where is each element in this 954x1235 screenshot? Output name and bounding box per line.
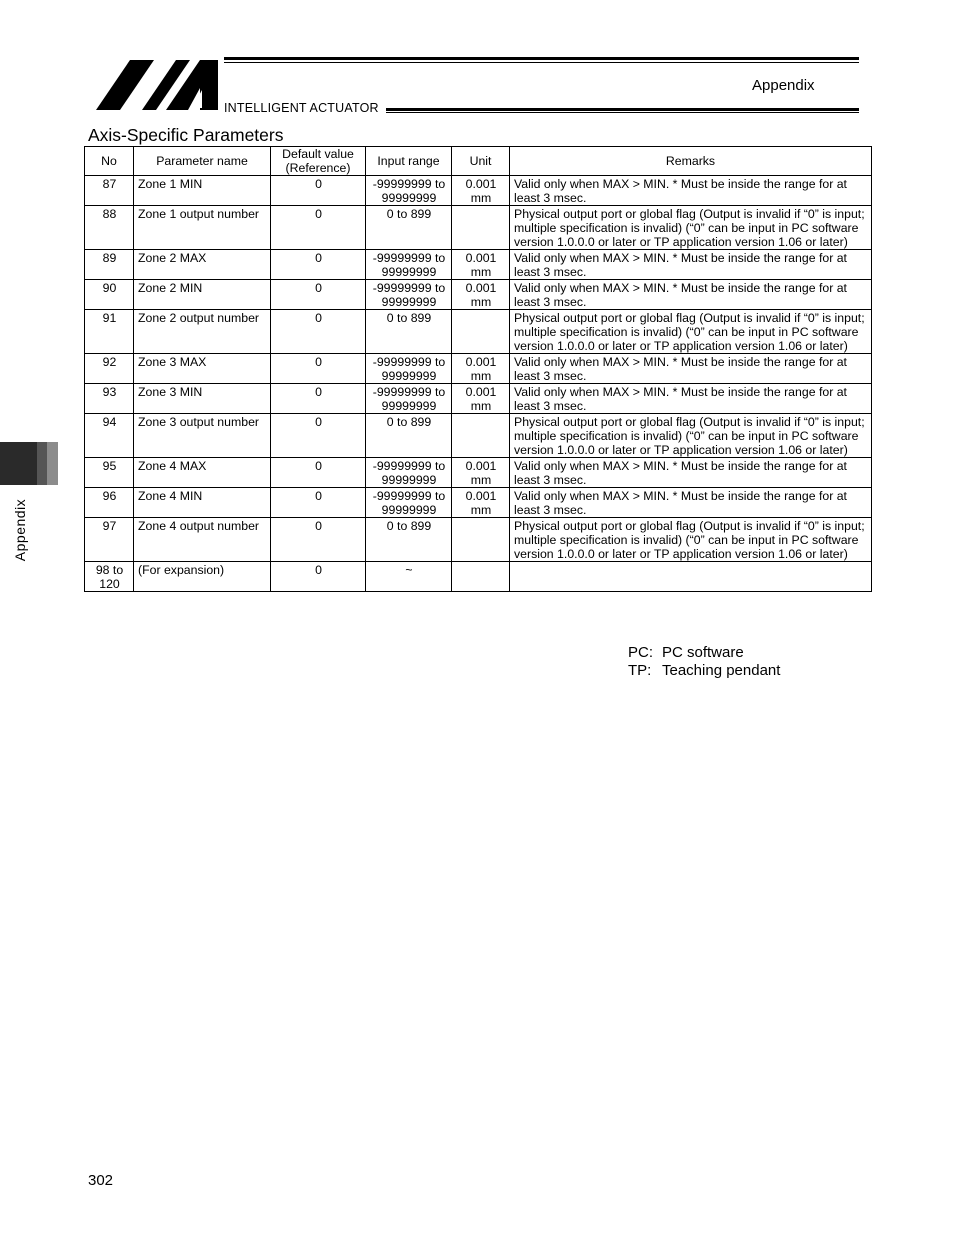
table-row (85, 354, 872, 384)
input-range-cell: -99999999 to 99999999 (366, 280, 452, 310)
column-header-remarks: Remarks (510, 147, 872, 176)
remarks-cell (510, 562, 872, 592)
header-rule-top-thin (224, 62, 859, 63)
legend-value: PC software (662, 644, 744, 661)
table-row (85, 384, 872, 414)
section-name: Appendix (752, 77, 815, 94)
column-header-parameter-name: Parameter name (134, 147, 271, 176)
param-no-cell: 95 (85, 458, 134, 488)
legend-key: PC: (628, 644, 654, 661)
column-header-input-range: Input range (366, 147, 452, 176)
param-no-cell: 92 (85, 354, 134, 384)
param-no-cell: 91 (85, 310, 134, 354)
param-no-cell: 93 (85, 384, 134, 414)
table-row (85, 518, 872, 562)
company-name: INTELLIGENT ACTUATOR (224, 101, 379, 115)
param-no-cell: 88 (85, 206, 134, 250)
unit-cell (452, 206, 510, 250)
default-value-cell: 0 (271, 176, 366, 206)
unit-cell (452, 414, 510, 458)
unit-cell: 0.001 mm (452, 280, 510, 310)
page-number: 302 (88, 1172, 114, 1189)
side-tab-block (0, 442, 37, 485)
column-header-unit: Unit (452, 147, 510, 176)
unit-cell: 0.001 mm (452, 354, 510, 384)
remarks-cell: Valid only when MAX > MIN. * Must be inside the range for at least 3 msec. (510, 458, 872, 488)
side-tab-block (37, 442, 47, 485)
table-row (85, 206, 872, 250)
param-no-cell: 97 (85, 518, 134, 562)
remarks-cell: Valid only when MAX > MIN. * Must be inside the range for at least 3 msec. (510, 384, 872, 414)
input-range-cell: -99999999 to 99999999 (366, 176, 452, 206)
remarks-cell: Valid only when MAX > MIN. * Must be inside the range for at least 3 msec. (510, 250, 872, 280)
default-value-cell: 0 (271, 414, 366, 458)
param-name-cell: Zone 1 MIN (134, 176, 271, 206)
table-row (85, 250, 872, 280)
column-header-no: No (85, 147, 134, 176)
param-name-cell: Zone 3 MIN (134, 384, 271, 414)
remarks-cell: Valid only when MAX > MIN. * Must be inside the range for at least 3 msec. (510, 280, 872, 310)
table-row (85, 310, 872, 354)
param-no-cell: 89 (85, 250, 134, 280)
default-value-cell: 0 (271, 206, 366, 250)
legend-tp (628, 662, 780, 679)
remarks-cell: Physical output port or global flag (Output is invalid if “0” is input; multiple specification is invalid) (“0” can be input in PC software version 1.0.0.0 or later or TP application version 1.06 or later) (510, 414, 872, 458)
default-value-cell: 0 (271, 354, 366, 384)
table-row (85, 488, 872, 518)
input-range-cell: -99999999 to 99999999 (366, 250, 452, 280)
remarks-cell: Physical output port or global flag (Output is invalid if “0” is input; multiple specification is invalid) (“0” can be input in PC software version 1.0.0.0 or later or TP application version 1.06 or later) (510, 518, 872, 562)
remarks-cell: Valid only when MAX > MIN. * Must be inside the range for at least 3 msec. (510, 176, 872, 206)
unit-cell (452, 562, 510, 592)
default-value-cell: 0 (271, 458, 366, 488)
unit-cell: 0.001 mm (452, 176, 510, 206)
unit-cell: 0.001 mm (452, 458, 510, 488)
remarks-cell: Physical output port or global flag (Output is invalid if “0” is input; multiple specification is invalid) (“0” can be input in PC software version 1.0.0.0 or later or TP application version 1.06 or later) (510, 310, 872, 354)
input-range-cell: ~ (366, 562, 452, 592)
default-value-cell: 0 (271, 518, 366, 562)
input-range-cell: 0 to 899 (366, 310, 452, 354)
parameter-table (84, 146, 872, 592)
unit-cell (452, 310, 510, 354)
side-tab-block (47, 442, 58, 485)
table-row (85, 176, 872, 206)
param-name-cell: Zone 2 MIN (134, 280, 271, 310)
unit-cell: 0.001 mm (452, 488, 510, 518)
remarks-cell: Physical output port or global flag (Output is invalid if “0” is input; multiple specification is invalid) (“0” can be input in PC software version 1.0.0.0 or later or TP application version 1.06 or later) (510, 206, 872, 250)
default-value-cell: 0 (271, 250, 366, 280)
default-value-cell: 0 (271, 280, 366, 310)
param-name-cell: Zone 2 output number (134, 310, 271, 354)
input-range-cell: -99999999 to 99999999 (366, 384, 452, 414)
input-range-cell: -99999999 to 99999999 (366, 458, 452, 488)
default-value-cell: 0 (271, 384, 366, 414)
header-rule-top (224, 57, 859, 60)
param-name-cell: (For expansion) (134, 562, 271, 592)
legend-value: Teaching pendant (662, 662, 781, 679)
input-range-cell: 0 to 899 (366, 414, 452, 458)
table-row (85, 280, 872, 310)
table-header-row (85, 147, 872, 176)
input-range-cell: -99999999 to 99999999 (366, 354, 452, 384)
param-no-cell: 90 (85, 280, 134, 310)
param-name-cell: Zone 3 MAX (134, 354, 271, 384)
param-name-cell: Zone 3 output number (134, 414, 271, 458)
table-row (85, 458, 872, 488)
param-name-cell: Zone 2 MAX (134, 250, 271, 280)
legend-pc (628, 644, 744, 661)
remarks-cell: Valid only when MAX > MIN. * Must be inside the range for at least 3 msec. (510, 354, 872, 384)
param-name-cell: Zone 4 MAX (134, 458, 271, 488)
side-tab-label: Appendix (12, 498, 28, 562)
unit-cell: 0.001 mm (452, 384, 510, 414)
input-range-cell: 0 to 899 (366, 518, 452, 562)
input-range-cell: -99999999 to 99999999 (366, 488, 452, 518)
default-value-cell: 0 (271, 488, 366, 518)
table-row (85, 414, 872, 458)
param-no-cell: 96 (85, 488, 134, 518)
param-name-cell: Zone 4 output number (134, 518, 271, 562)
param-no-cell: 98 to 120 (85, 562, 134, 592)
remarks-cell: Valid only when MAX > MIN. * Must be inside the range for at least 3 msec. (510, 488, 872, 518)
iai-logo (96, 58, 220, 110)
input-range-cell: 0 to 899 (366, 206, 452, 250)
unit-cell: 0.001 mm (452, 250, 510, 280)
legend-key: TP: (628, 662, 652, 679)
param-no-cell: 94 (85, 414, 134, 458)
default-value-cell: 0 (271, 310, 366, 354)
page-title: Axis-Specific Parameters (88, 125, 284, 145)
param-name-cell: Zone 4 MIN (134, 488, 271, 518)
param-no-cell: 87 (85, 176, 134, 206)
header-rule-bottom-thin (386, 112, 859, 113)
column-header-default-value: Default value (Reference) (271, 147, 366, 176)
unit-cell (452, 518, 510, 562)
param-name-cell: Zone 1 output number (134, 206, 271, 250)
table-row (85, 562, 872, 592)
default-value-cell: 0 (271, 562, 366, 592)
header-rule-bottom (386, 108, 859, 111)
